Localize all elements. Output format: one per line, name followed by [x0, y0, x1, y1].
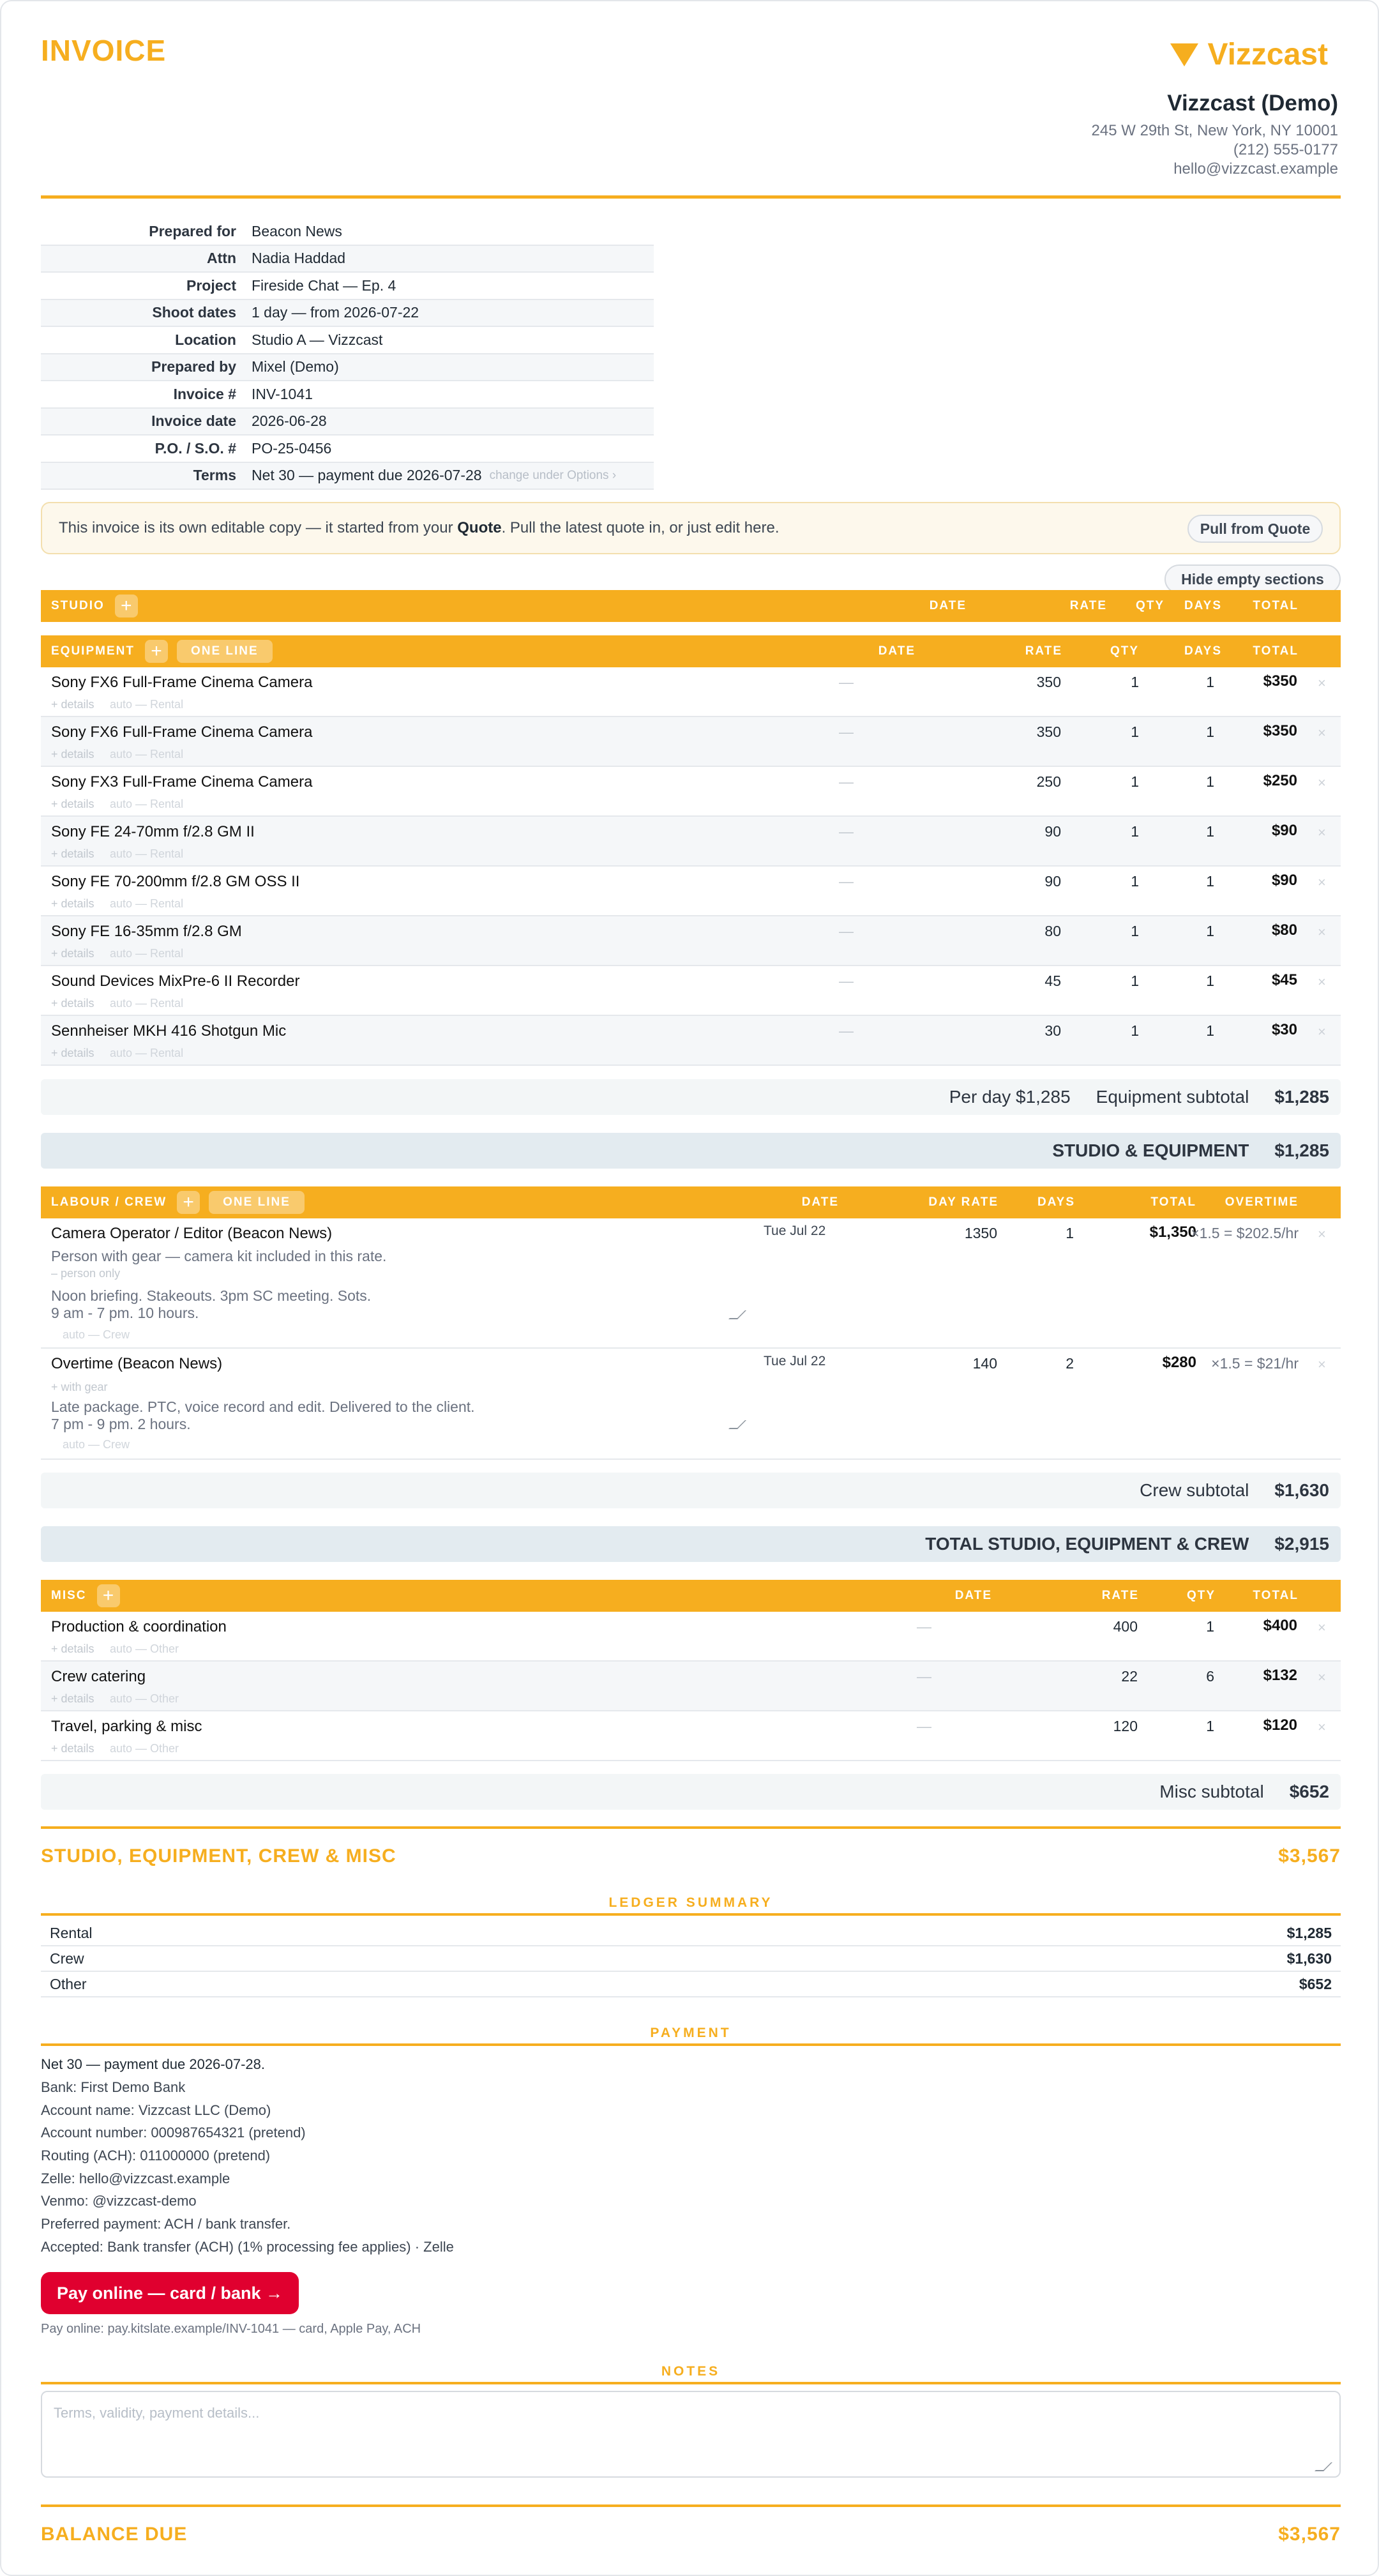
item-total: $132 [1263, 1667, 1297, 1684]
info-label: Project [186, 277, 236, 294]
crew-section-header [41, 1186, 1341, 1218]
crew-row[interactable] [41, 1349, 1341, 1460]
col-date: DATE [801, 1195, 839, 1209]
item-date[interactable]: — [917, 1668, 931, 1685]
crew-notes-textarea[interactable] [51, 1287, 785, 1322]
banner-text-after: . Pull the latest quote in, or just edit here. [501, 519, 780, 536]
col-day-rate: DAY RATE [928, 1195, 998, 1209]
per-day-total: Per day $1,285 [949, 1087, 1071, 1107]
item-qty[interactable]: 1 [1206, 1618, 1214, 1635]
add-misc-button[interactable]: + [97, 1584, 120, 1607]
banner-text [59, 519, 780, 537]
crew-total: $1,350 [1149, 1224, 1196, 1241]
auto-category: auto — Crew [63, 1438, 130, 1451]
remove-icon[interactable]: × [1318, 675, 1326, 691]
crew-subtotal-bar [41, 1473, 1341, 1508]
item-date[interactable]: — [839, 823, 854, 840]
misc-subtotal-label: Misc subtotal [1159, 1782, 1264, 1801]
info-row[interactable] [41, 246, 654, 273]
remove-icon[interactable]: × [1318, 924, 1326, 940]
payment-preferred: Preferred payment: ACH / bank transfer. [41, 2216, 291, 2232]
invoice-info-table [41, 218, 654, 490]
resize-handle-icon[interactable] [1315, 2462, 1332, 2471]
quote-banner [41, 502, 1341, 554]
equipment-row[interactable] [41, 667, 1341, 717]
info-value[interactable]: Studio A — Vizzcast [252, 331, 383, 348]
payment-bank: Bank: First Demo Bank [41, 2079, 186, 2095]
remove-icon[interactable]: × [1318, 1669, 1326, 1685]
info-value[interactable]: INV-1041 [252, 385, 313, 402]
info-row[interactable] [41, 300, 654, 328]
col-total: TOTAL [1253, 644, 1299, 658]
balance-divider [41, 2504, 1341, 2507]
crew-days[interactable]: 1 [1066, 1225, 1074, 1241]
crew-subtotal-label: Crew subtotal [1140, 1480, 1249, 1500]
item-rate[interactable]: 45 [1044, 973, 1061, 989]
info-value[interactable]: Nadia Haddad [252, 250, 346, 267]
item-days[interactable]: 1 [1206, 873, 1214, 890]
info-value[interactable]: 1 day — from 2026-07-22 [252, 304, 419, 321]
col-days: DAYS [1184, 599, 1222, 612]
item-rate[interactable]: 90 [1044, 873, 1061, 890]
crew-subtotal-value: $1,630 [1274, 1480, 1329, 1500]
info-row[interactable] [41, 354, 654, 382]
ledger-label: Other [50, 1975, 87, 1992]
balance-due-row [41, 2524, 1341, 2545]
item-rate[interactable]: 22 [1121, 1668, 1138, 1685]
pay-online-note: Pay online: pay.kitslate.example/INV-1041 — card, Apple Pay, ACH [41, 2322, 421, 2336]
pull-from-quote-button[interactable]: Pull from Quote [1187, 515, 1323, 543]
remove-icon[interactable]: × [1318, 824, 1326, 840]
remove-icon[interactable]: × [1318, 1226, 1326, 1242]
studio-section-header [41, 590, 1341, 622]
ledger-row [41, 1972, 1341, 1997]
item-total: $350 [1263, 722, 1297, 739]
crew-date[interactable]: Tue Jul 22 [764, 1354, 826, 1368]
company-block [1092, 91, 1338, 179]
company-address: 245 W 29th St, New York, NY 10001 [1091, 122, 1338, 139]
logo-triangle-icon [1170, 43, 1198, 66]
item-name[interactable]: Sony FE 24-70mm f/2.8 GM II [51, 823, 255, 840]
misc-subtotal-value: $652 [1289, 1782, 1329, 1801]
remove-icon[interactable]: × [1318, 1356, 1326, 1372]
studio-equipment-value: $1,285 [1274, 1140, 1329, 1160]
item-days[interactable]: 1 [1206, 724, 1214, 740]
item-qty[interactable]: 1 [1131, 773, 1139, 790]
ledger-row [41, 1946, 1341, 1972]
payment-account-name: Account name: Vizzcast LLC (Demo) [41, 2102, 271, 2118]
crew-day-rate[interactable]: 140 [972, 1355, 997, 1372]
equipment-row[interactable] [41, 867, 1341, 916]
info-value[interactable]: Fireside Chat — Ep. 4 [252, 277, 396, 294]
item-rate[interactable]: 350 [1036, 674, 1061, 690]
info-label: Prepared by [151, 358, 236, 375]
section-title: LABOUR / CREW [51, 1195, 167, 1209]
item-name[interactable]: Sony FX3 Full-Frame Cinema Camera [51, 773, 313, 791]
info-value[interactable]: Beacon News [252, 222, 342, 239]
misc-section-header [41, 1580, 1341, 1612]
info-row[interactable] [41, 463, 654, 490]
crew-overtime: ×1.5 = $21/hr [1211, 1355, 1299, 1372]
item-qty[interactable]: 1 [1131, 674, 1139, 690]
details-link[interactable]: + details [51, 897, 94, 910]
crew-day-rate[interactable]: 1350 [964, 1225, 997, 1241]
grand-total-divider [41, 1826, 1341, 1829]
item-qty[interactable]: 1 [1131, 724, 1139, 740]
balance-due-label: BALANCE DUE [41, 2524, 188, 2545]
auto-category: auto — Rental [110, 798, 184, 810]
col-date: DATE [954, 1589, 992, 1602]
payment-accepted: Accepted: Bank transfer (ACH) (1% processing fee applies) · Zelle [41, 2239, 454, 2255]
auto-category: auto — Rental [110, 698, 184, 711]
info-value[interactable]: Mixel (Demo) [252, 358, 339, 375]
info-row[interactable] [41, 327, 654, 354]
payment-account-number: Account number: 000987654321 (pretend) [41, 2125, 306, 2140]
payment-zelle: Zelle: hello@vizzcast.example [41, 2171, 230, 2186]
crew-notes-textarea[interactable] [51, 1398, 785, 1433]
crew-row[interactable] [41, 1218, 1341, 1349]
col-days: DAYS [1184, 644, 1222, 658]
info-label: Attn [207, 250, 236, 267]
crew-notes-line: 9 am - 7 pm. 10 hours. [51, 1305, 199, 1321]
grand-total-label: STUDIO, EQUIPMENT, CREW & MISC [41, 1845, 396, 1867]
col-date: DATE [878, 644, 916, 658]
col-total: TOTAL [1253, 1589, 1299, 1602]
auto-category: auto — Other [110, 1642, 179, 1655]
remove-icon[interactable]: × [1318, 725, 1326, 741]
item-date[interactable]: — [839, 973, 854, 989]
payment-terms: Net 30 — payment due 2026-07-28. [41, 2056, 266, 2072]
section-title: STUDIO [51, 599, 105, 612]
col-rate: RATE [1069, 599, 1107, 612]
item-rate[interactable]: 80 [1044, 923, 1061, 939]
banner-text-bold: Quote [457, 519, 502, 536]
section-title: MISC [51, 1589, 87, 1602]
item-name[interactable]: Sound Devices MixPre-6 II Recorder [51, 973, 300, 990]
banner-text-before: This invoice is its own editable copy — it started from your [59, 519, 458, 536]
payment-title: PAYMENT [650, 2026, 732, 2040]
pay-online-button[interactable]: Pay online — card / bank → [41, 2272, 299, 2314]
item-total: $30 [1271, 1021, 1297, 1038]
notes-placeholder: Terms, validity, payment details... [54, 2405, 260, 2421]
logo-text: Vizzcast [1207, 38, 1328, 72]
equipment-row[interactable] [41, 966, 1341, 1016]
remove-icon[interactable]: × [1318, 1619, 1326, 1635]
item-days[interactable]: 1 [1206, 823, 1214, 840]
auto-category: auto — Crew [63, 1328, 130, 1341]
person-only-toggle[interactable]: – person only [51, 1267, 121, 1280]
info-label: Terms [193, 467, 236, 484]
item-total: $80 [1271, 921, 1297, 939]
item-date[interactable]: — [839, 873, 854, 890]
info-row[interactable] [41, 381, 654, 409]
item-date[interactable]: — [839, 724, 854, 740]
ledger-summary-title: LEDGER SUMMARY [608, 1895, 773, 1910]
header-divider [41, 195, 1341, 199]
item-total: $250 [1263, 772, 1297, 789]
item-qty[interactable]: 1 [1131, 873, 1139, 890]
item-days[interactable]: 1 [1206, 773, 1214, 790]
one-line-button[interactable]: ONE LINE [177, 640, 273, 663]
details-link[interactable]: + details [51, 947, 94, 960]
total-studio-equipment-crew-bar [41, 1526, 1341, 1562]
auto-category: auto — Rental [110, 748, 184, 761]
hide-empty-sections-button[interactable]: Hide empty sections [1164, 564, 1341, 594]
info-row[interactable] [41, 409, 654, 436]
col-date: DATE [929, 599, 967, 612]
item-qty[interactable]: 1 [1131, 923, 1139, 939]
equipment-row[interactable] [41, 1016, 1341, 1066]
item-date[interactable]: — [917, 1718, 931, 1734]
remove-icon[interactable]: × [1318, 974, 1326, 990]
info-label: Location [175, 331, 236, 348]
details-link[interactable]: + details [51, 1742, 94, 1755]
details-link[interactable]: + details [51, 1692, 94, 1705]
item-days[interactable]: 1 [1206, 973, 1214, 989]
invoice-title: INVOICE [41, 34, 167, 67]
crew-notes-line: Late package. PTC, voice record and edit. Delivered to the client. [51, 1398, 475, 1415]
auto-category: auto — Other [110, 1742, 179, 1755]
misc-row[interactable] [41, 1662, 1341, 1711]
item-total: $120 [1263, 1716, 1297, 1734]
col-rate: RATE [1025, 644, 1062, 658]
payment-routing: Routing (ACH): 011000000 (pretend) [41, 2148, 271, 2163]
grand-total-value: $3,567 [1278, 1845, 1341, 1867]
item-date[interactable]: — [917, 1618, 931, 1635]
item-rate[interactable]: 90 [1044, 823, 1061, 840]
add-crew-button[interactable]: + [177, 1191, 200, 1214]
crew-total: $280 [1162, 1354, 1196, 1371]
crew-notes-line: Noon briefing. Stakeouts. 3pm SC meeting. Sots. [51, 1287, 372, 1304]
add-studio-button[interactable]: + [115, 595, 138, 617]
company-phone: (212) 555-0177 [1233, 141, 1338, 158]
auto-category: auto — Rental [110, 897, 184, 910]
col-rate: RATE [1101, 1589, 1139, 1602]
item-date[interactable]: — [839, 1022, 854, 1039]
col-qty: QTY [1110, 644, 1139, 658]
item-name[interactable]: Sony FX6 Full-Frame Cinema Camera [51, 724, 313, 741]
item-name[interactable]: Sony FX6 Full-Frame Cinema Camera [51, 674, 313, 691]
add-equipment-button[interactable]: + [145, 640, 168, 663]
ledger-value: $1,630 [1286, 1950, 1332, 1967]
item-rate[interactable]: 400 [1113, 1618, 1138, 1635]
equipment-subtotal-label: Equipment subtotal [1096, 1087, 1249, 1107]
details-link[interactable]: + details [51, 847, 94, 860]
ledger-label: Crew [50, 1950, 84, 1967]
info-label: Invoice date [151, 413, 236, 430]
item-rate[interactable]: 30 [1044, 1022, 1061, 1039]
item-qty[interactable]: 1 [1131, 1022, 1139, 1039]
info-value[interactable]: PO-25-0456 [252, 439, 332, 457]
crew-gear-note: Person with gear — camera kit included in this rate. [51, 1248, 387, 1264]
ledger-divider [41, 1913, 1341, 1916]
ledger-row [41, 1921, 1341, 1946]
ledger-label: Rental [50, 1924, 93, 1941]
item-qty[interactable]: 6 [1206, 1668, 1214, 1685]
info-label: P.O. / S.O. # [154, 439, 236, 457]
misc-row[interactable] [41, 1711, 1341, 1761]
equipment-row[interactable] [41, 817, 1341, 867]
details-link[interactable]: + details [51, 698, 94, 711]
company-logo [1170, 37, 1328, 72]
info-row[interactable] [41, 436, 654, 463]
one-line-button[interactable]: ONE LINE [209, 1191, 305, 1214]
equipment-subtotal-bar [41, 1079, 1341, 1115]
details-link[interactable]: + details [51, 997, 94, 1010]
item-date[interactable]: — [839, 773, 854, 790]
auto-category: auto — Rental [110, 1047, 184, 1059]
remove-icon[interactable]: × [1318, 1719, 1326, 1735]
col-overtime: OVERTIME [1225, 1195, 1299, 1209]
crew-role-name[interactable]: Camera Operator / Editor (Beacon News) [51, 1225, 333, 1242]
item-total: $90 [1271, 872, 1297, 889]
crew-date[interactable]: Tue Jul 22 [764, 1224, 826, 1238]
terms-options-link[interactable]: change under Options › [489, 468, 617, 482]
equipment-row[interactable] [41, 916, 1341, 966]
item-rate[interactable]: 350 [1036, 724, 1061, 740]
total-sec-label: TOTAL STUDIO, EQUIPMENT & CREW [925, 1534, 1249, 1554]
item-qty[interactable]: 1 [1131, 823, 1139, 840]
equipment-section-header [41, 635, 1341, 667]
crew-overtime: ×1.5 = $202.5/hr [1191, 1225, 1299, 1241]
equipment-subtotal-value: $1,285 [1274, 1087, 1329, 1107]
misc-subtotal-bar [41, 1774, 1341, 1810]
item-qty[interactable]: 1 [1206, 1718, 1214, 1734]
item-total: $45 [1271, 971, 1297, 989]
info-label: Shoot dates [152, 304, 236, 321]
remove-icon[interactable]: × [1318, 775, 1326, 791]
equipment-row[interactable] [41, 767, 1341, 817]
grand-total-row [41, 1845, 1341, 1867]
auto-category: auto — Rental [110, 997, 184, 1010]
crew-role-name[interactable]: Overtime (Beacon News) [51, 1355, 223, 1372]
info-label: Prepared for [149, 222, 236, 239]
item-name[interactable]: Sony FE 70-200mm f/2.8 GM OSS II [51, 873, 300, 890]
details-link[interactable]: + details [51, 1047, 94, 1059]
item-name[interactable]: Travel, parking & misc [51, 1718, 202, 1735]
crew-days[interactable]: 2 [1066, 1355, 1074, 1372]
info-row[interactable] [41, 218, 654, 246]
section-title: EQUIPMENT [51, 644, 135, 658]
info-label: Invoice # [173, 385, 236, 402]
info-value[interactable]: Net 30 — payment due 2026-07-28 [252, 467, 482, 484]
studio-equipment-label: STUDIO & EQUIPMENT [1052, 1140, 1249, 1160]
total-sec-value: $2,915 [1274, 1534, 1329, 1554]
item-days[interactable]: 1 [1206, 1022, 1214, 1039]
item-rate[interactable]: 120 [1113, 1718, 1138, 1734]
col-total: TOTAL [1150, 1195, 1196, 1209]
balance-due-value: $3,567 [1278, 2524, 1341, 2545]
item-total: $400 [1263, 1617, 1297, 1634]
payment-venmo: Venmo: @vizzcast-demo [41, 2193, 197, 2209]
info-row[interactable] [41, 273, 654, 300]
details-link[interactable]: + details [51, 748, 94, 761]
ledger-value: $1,285 [1286, 1924, 1332, 1941]
item-qty[interactable]: 1 [1131, 973, 1139, 989]
details-link[interactable]: + details [51, 798, 94, 810]
studio-equipment-total-bar [41, 1133, 1341, 1169]
company-email: hello@vizzcast.example [1173, 160, 1338, 178]
with-gear-toggle[interactable]: + with gear [51, 1381, 108, 1393]
item-name[interactable]: Crew catering [51, 1668, 146, 1685]
payment-divider [41, 2043, 1341, 2046]
notes-divider [41, 2382, 1341, 2384]
auto-category: auto — Other [110, 1692, 179, 1705]
remove-icon[interactable]: × [1318, 874, 1326, 890]
notes-textarea[interactable] [41, 2391, 1341, 2478]
notes-title: NOTES [661, 2364, 721, 2379]
misc-row[interactable] [41, 1612, 1341, 1662]
item-rate[interactable]: 250 [1036, 773, 1061, 790]
item-date[interactable]: — [839, 923, 854, 939]
details-link[interactable]: + details [51, 1642, 94, 1655]
item-days[interactable]: 1 [1206, 674, 1214, 690]
item-date[interactable]: — [839, 674, 854, 690]
item-name[interactable]: Sony FE 16-35mm f/2.8 GM [51, 923, 242, 940]
crew-notes-line: 7 pm - 9 pm. 2 hours. [51, 1416, 191, 1432]
auto-category: auto — Rental [110, 847, 184, 860]
item-name[interactable]: Sennheiser MKH 416 Shotgun Mic [51, 1022, 287, 1040]
col-qty: QTY [1186, 1589, 1216, 1602]
item-days[interactable]: 1 [1206, 923, 1214, 939]
equipment-row[interactable] [41, 717, 1341, 767]
item-total: $90 [1271, 822, 1297, 839]
company-name: Vizzcast (Demo) [1167, 91, 1338, 116]
auto-category: auto — Rental [110, 947, 184, 960]
col-qty: QTY [1135, 599, 1164, 612]
info-value[interactable]: 2026-06-28 [252, 413, 327, 430]
col-days: DAYS [1037, 1195, 1075, 1209]
item-name[interactable]: Production & coordination [51, 1618, 227, 1635]
col-total: TOTAL [1253, 599, 1299, 612]
item-total: $350 [1263, 672, 1297, 690]
ledger-value: $652 [1299, 1975, 1332, 1992]
remove-icon[interactable]: × [1318, 1024, 1326, 1040]
